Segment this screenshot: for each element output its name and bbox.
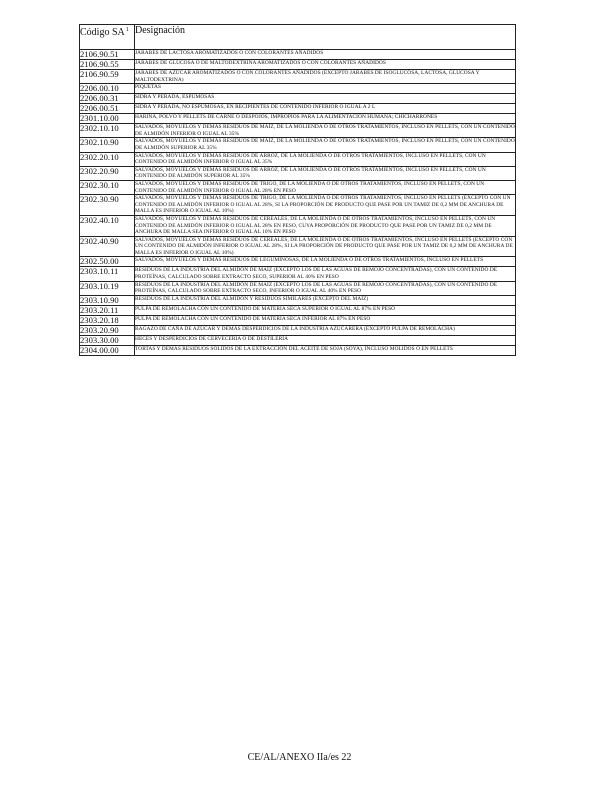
table-row bbox=[80, 215, 516, 236]
table-row bbox=[80, 335, 516, 345]
designation-cell: JARABES DE AZÚCAR AROMATIZADOS O CON COLORANTES AÑADIDOS (EXCEPTO JARABES DE ISOGLUCOSA, LACTOSA, GLUCOSA Y MALTODEXTRINA) bbox=[135, 70, 516, 84]
designation-cell: SALVADOS, MOYUELOS Y DEMÁS RESIDUOS DE ARROZ, DE LA MOLIENDA O DE OTROS TRATAMIENTOS, INCLUSO EN PELLETS, CON UN CONTENIDO DE ALMIDÓN SUPERIOR AL 35% bbox=[135, 166, 516, 180]
designation-cell: SALVADOS, MOYUELOS Y DEMÁS RESIDUOS DE TRIGO, DE LA MOLIENDA O DE OTROS TRATAMIENTOS, INCLUSO EN PELLETS (EXCEPTO CON UN CONTENIDO DE ALMIDÓN INFERIOR O IGUAL AL 28%, SI LA PROPORCIÓN DE PRODUCTO QUE PASE POR UN TAMIZ DE 0,2 MM DE ANCHURA DE MALLA ES INFERIOR O IGUAL AL 10%) bbox=[135, 195, 516, 216]
designation-cell: JARABES DE GLUCOSA O DE MALTODEXTRINA AROMATIZADOS O CON COLORANTES AÑADIDOS bbox=[135, 60, 516, 70]
table-row bbox=[80, 104, 516, 114]
hs-code-cell: 2303.10.19 bbox=[80, 281, 135, 295]
hs-code-cell: 2303.10.90 bbox=[80, 295, 135, 305]
designation-cell: RESIDUOS DE LA INDUSTRIA DEL ALMIDÓN DE MAÍZ (EXCEPTO LOS DE LAS AGUAS DE REMOJO CONCENTRADAS), CON UN CONTENIDO DE PROTEÍNAS, CALCULADO SOBRE EXTRACTO SECO, INFERIOR O IGUAL AL 40% EN PESO bbox=[135, 281, 516, 295]
table-row bbox=[80, 60, 516, 70]
designation-cell: BAGAZO DE CAÑA DE AZÚCAR Y DEMÁS DESPERDICIOS DE LA INDUSTRIA AZUCARERA (EXCEPTO PULPA DE REMOLACHA) bbox=[135, 325, 516, 335]
footnote-marker: 1 bbox=[125, 27, 129, 33]
table-row bbox=[80, 345, 516, 355]
table-row bbox=[80, 315, 516, 325]
designation-cell: SALVADOS, MOYUELOS Y DEMÁS RESIDUOS DE TRIGO, DE LA MOLIENDA O DE OTROS TRATAMIENTOS, INCLUSO EN PELLETS, CON UN CONTENIDO DE ALMIDÓN INFERIOR O IGUAL AL 28% EN PESO bbox=[135, 180, 516, 194]
table-row bbox=[80, 138, 516, 152]
hs-code-cell: 2206.00.10 bbox=[80, 84, 135, 94]
designation-cell: SALVADOS, MOYUELOS Y DEMÁS RESIDUOS DE ARROZ, DE LA MOLIENDA O DE OTROS TRATAMIENTOS, INCLUSO EN PELLETS, CON UN CONTENIDO DE ALMIDÓN INFERIOR O IGUAL AL 35% bbox=[135, 152, 516, 166]
hs-code-cell: 2303.20.18 bbox=[80, 315, 135, 325]
page-footer-reference: CE/AL/ANEXO IIa/es 22 bbox=[247, 752, 352, 763]
table-row bbox=[80, 305, 516, 315]
designation-cell: SALVADOS, MOYUELOS Y DEMÁS RESIDUOS DE CEREALES, DE LA MOLIENDA O DE OTROS TRATAMIENTOS, INCLUSO EN PELLETS, CON UN CONTENIDO DE ALMIDÓN INFERIOR O IGUAL AL 28% EN PESO, CUYA PROPORCIÓN DE PRODUCTO QUE PASE POR UN TAMIZ DE 0,2 MM DE ANCHURA DE MALLA SEA INFERIOR O IGUAL AL 10% EN PESO bbox=[135, 215, 516, 236]
hs-code-cell: 2106.90.51 bbox=[80, 50, 135, 60]
hs-code-cell: 2106.90.55 bbox=[80, 60, 135, 70]
tariff-table bbox=[79, 24, 516, 356]
designation-cell: SIDRA Y PERADA, ESPUMOSAS bbox=[135, 94, 516, 104]
hs-code-cell: 2302.20.90 bbox=[80, 166, 135, 180]
table-row bbox=[80, 195, 516, 216]
designation-cell: SALVADOS, MOYUELOS Y DEMÁS RESIDUOS DE MAÍZ, DE LA MOLIENDA O DE OTROS TRATAMIENTOS, INCLUSO EN PELLETS, CON UN CONTENIDO DE ALMIDÓN INFERIOR O IGUAL AL 35% bbox=[135, 124, 515, 137]
table-row bbox=[80, 166, 516, 180]
table-header-row bbox=[80, 25, 516, 50]
designation-cell: RESIDUOS DE LA INDUSTRIA DEL ALMIDÓN DE MAÍZ (EXCEPTO LOS DE LAS AGUAS DE REMOJO CONCENTRADAS), CON UN CONTENIDO DE PROTEÍNAS, CALCULADO SOBRE EXTRACTO SECO, SUPERIOR AL 40% EN PESO bbox=[135, 267, 516, 281]
hs-code-cell: 2206.00.31 bbox=[80, 94, 135, 104]
hs-code-cell: 2302.10.90 bbox=[80, 138, 135, 152]
designation-cell: PULPA DE REMOLACHA CON UN CONTENIDO DE MATERIA SECA INFERIOR AL 87% EN PESO bbox=[135, 315, 516, 325]
column-header-code bbox=[80, 25, 135, 50]
designation-cell: HECES Y DESPERDICIOS DE CERVECERÍA O DE DESTILERÍA bbox=[135, 335, 516, 345]
designation-cell: PIQUETAS bbox=[135, 84, 516, 94]
table-row bbox=[80, 50, 516, 60]
hs-code-cell: 2301.10.00 bbox=[80, 114, 135, 124]
hs-code-cell: 2302.40.10 bbox=[80, 215, 135, 236]
designation-cell: TORTAS Y DEMÁS RESIDUOS SÓLIDOS DE LA EXTRACCIÓN DEL ACEITE DE SOJA (SOYA), INCLUSO MOLIDOS O EN PELLETS bbox=[135, 345, 516, 355]
table-row bbox=[80, 295, 516, 305]
table-row bbox=[80, 180, 516, 194]
designation-cell: SIDRA Y PERADA, NO ESPUMOSAS, EN RECIPIENTES DE CONTENIDO INFERIOR O IGUAL A 2 L bbox=[135, 104, 516, 114]
table-row bbox=[80, 152, 516, 166]
table-row bbox=[80, 257, 516, 267]
hs-code-cell: 2302.40.90 bbox=[80, 236, 135, 257]
designation-cell: PULPA DE REMOLACHA CON UN CONTENIDO DE MATERIA SECA SUPERIOR O IGUAL AL 87% EN PESO bbox=[135, 305, 516, 315]
table-row bbox=[80, 325, 516, 335]
designation-cell: JARABES DE LACTOSA AROMATIZADOS O CON COLORANTES AÑADIDOS bbox=[135, 50, 516, 60]
hs-code-cell: 2106.90.59 bbox=[80, 70, 135, 84]
designation-cell: RESIDUOS DE LA INDUSTRIA DEL ALMIDÓN Y RESIDUOS SIMILARES (EXCEPTO DEL MAÍZ) bbox=[135, 295, 516, 305]
table-row bbox=[80, 114, 516, 124]
table-row bbox=[80, 70, 516, 84]
table-row bbox=[80, 281, 516, 295]
column-header-code-label: Código SA bbox=[80, 27, 125, 38]
table-row bbox=[80, 267, 516, 281]
hs-code-cell: 2206.00.51 bbox=[80, 104, 135, 114]
designation-cell: SALVADOS, MOYUELOS Y DEMÁS RESIDUOS DE MAÍZ, DE LA MOLIENDA O DE OTROS TRATAMIENTOS, INCLUSO EN PELLETS, CON UN CONTENIDO DE ALMIDÓN SUPERIOR AL 35% bbox=[135, 138, 515, 151]
table-row bbox=[80, 236, 516, 257]
column-header-designation: Designación bbox=[135, 25, 516, 50]
designation-cell: HARINA, POLVO Y PELLETS DE CARNE O DESPOJOS, IMPROPIOS PARA LA ALIMENTACIÓN HUMANA; CHICHARRONES bbox=[135, 114, 516, 124]
hs-code-cell: 2304.00.00 bbox=[80, 345, 135, 355]
table-row bbox=[80, 94, 516, 104]
designation-cell: SALVADOS, MOYUELOS Y DEMÁS RESIDUOS DE CEREALES, DE LA MOLIENDA O DE OTROS TRATAMIENTOS, INCLUSO EN PELLETS (EXCEPTO CON UN CONTENIDO DE ALMIDÓN INFERIOR O IGUAL AL 28%, SI LA PROPORCIÓN DE PRODUCTO QUE PASE POR UN TAMIZ DE 0,2 MM DE ANCHURA DE MALLA ES INFERIOR O IGUAL AL 10%) bbox=[135, 236, 516, 257]
table-row bbox=[80, 124, 516, 138]
hs-code-cell: 2303.20.11 bbox=[80, 305, 135, 315]
designation-cell: SALVADOS, MOYUELOS Y DEMÁS RESIDUOS DE LEGUMINOSAS, DE LA MOLIENDA O DE OTROS TRATAMIENTOS, INCLUSO EN PELLETS bbox=[135, 257, 516, 267]
hs-code-cell: 2302.30.10 bbox=[80, 180, 135, 194]
hs-code-cell: 2302.50.00 bbox=[80, 257, 135, 267]
hs-code-cell: 2302.20.10 bbox=[80, 152, 135, 166]
hs-code-cell: 2303.20.90 bbox=[80, 325, 135, 335]
hs-code-cell: 2303.30.00 bbox=[80, 335, 135, 345]
table-row bbox=[80, 84, 516, 94]
hs-code-cell: 2302.30.90 bbox=[80, 195, 135, 216]
hs-code-cell: 2303.10.11 bbox=[80, 267, 135, 281]
hs-code-cell: 2302.10.10 bbox=[80, 124, 135, 138]
